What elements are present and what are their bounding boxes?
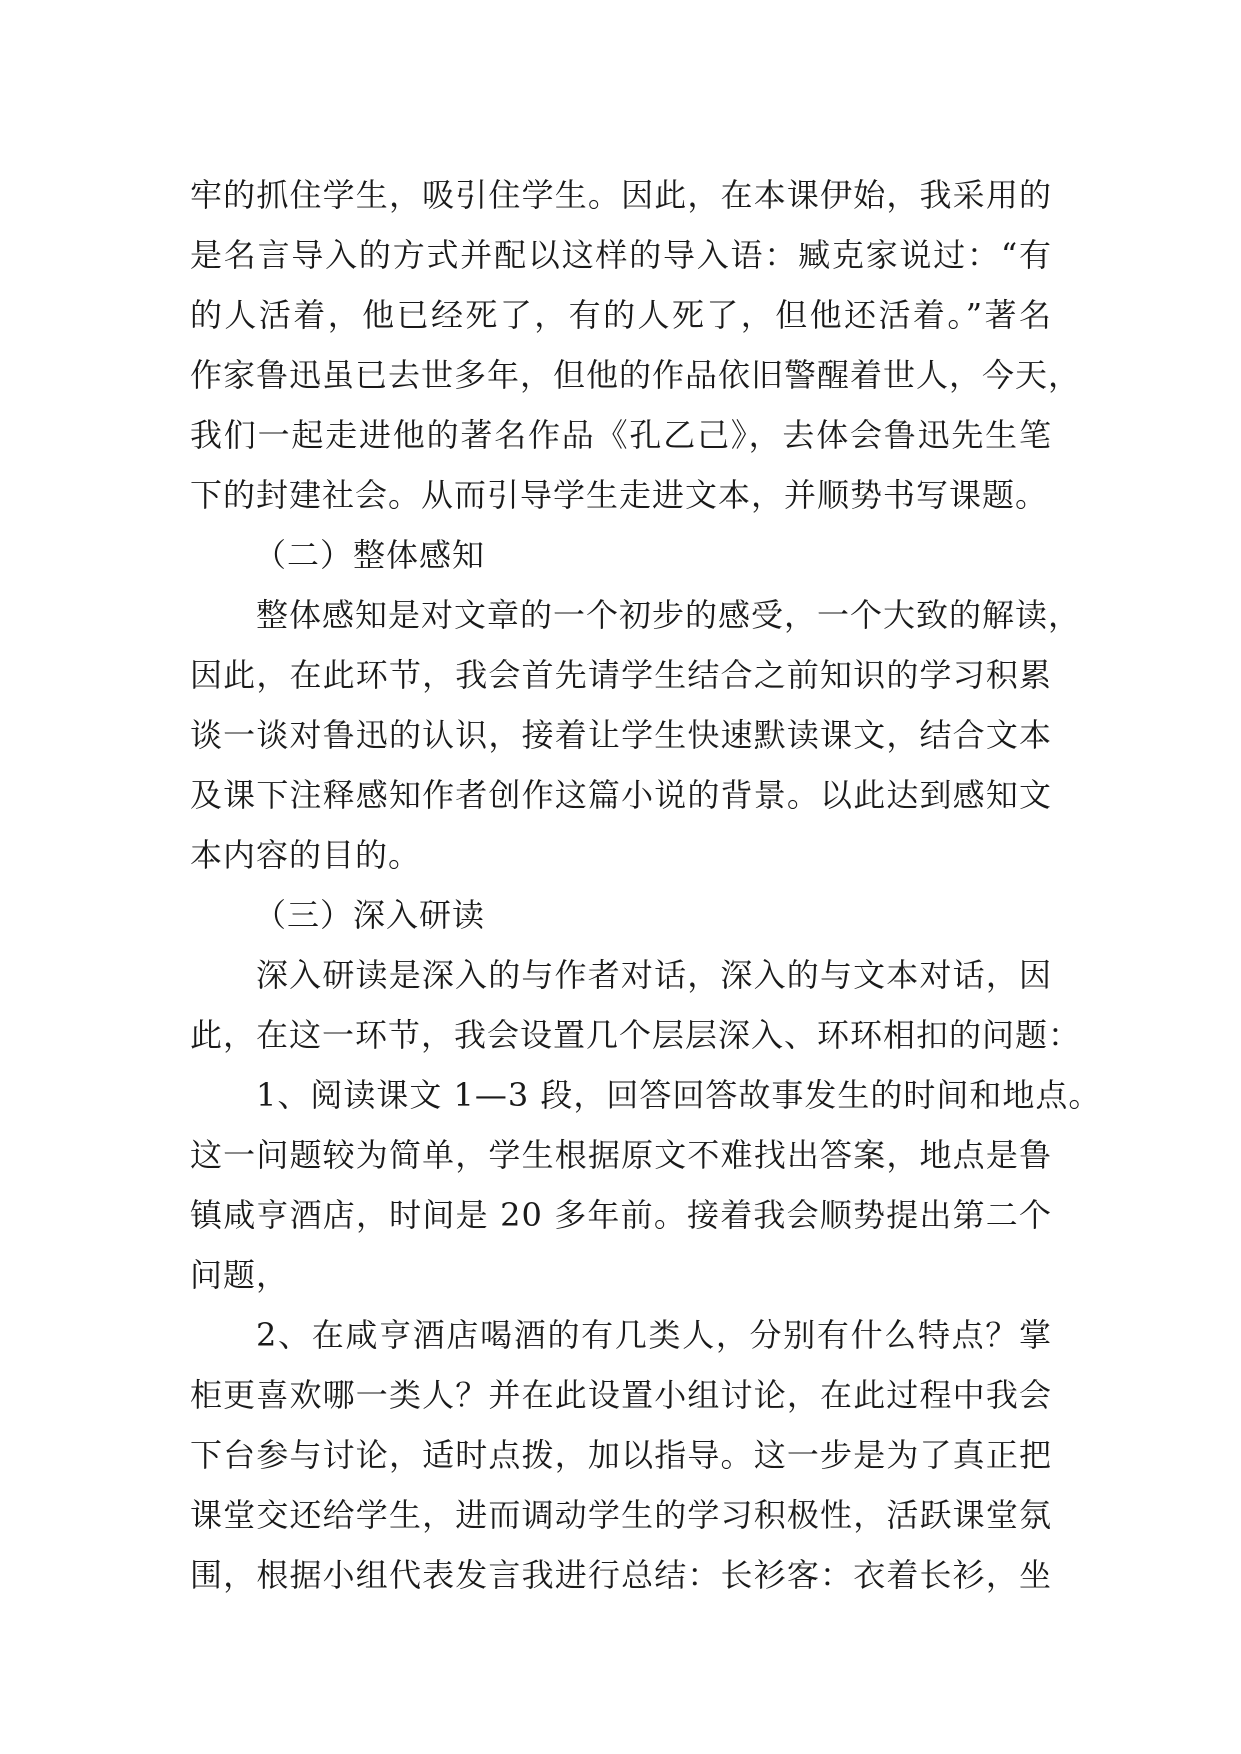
- paragraph-line: 下的封建社会。从而引导学生走进文本，并顺势书写课题。: [190, 476, 1049, 514]
- paragraph-line: 课堂交还给学生，进而调动学生的学习积极性，活跃课堂氛: [190, 1496, 1052, 1534]
- document-page: [190, 165, 1102, 1605]
- paragraph-line: 问题，: [190, 1256, 290, 1294]
- paragraph-line: 我们一起走进他的著名作品《孔乙己》，去体会鲁迅先生笔: [190, 416, 1052, 454]
- paragraph-line: 2、在咸亨酒店喝酒的有几类人，分别有什么特点？掌: [256, 1316, 1052, 1354]
- section-heading: （二）整体感知: [254, 536, 486, 574]
- paragraph-line: 镇咸亨酒店，时间是 20 多年前。接着我会顺势提出第二个: [190, 1196, 1052, 1234]
- paragraph-line: 1、阅读课文 1—3 段，回答回答故事发生的时间和地点。: [256, 1076, 1102, 1114]
- paragraph-line: 整体感知是对文章的一个初步的感受，一个大致的解读，: [256, 596, 1082, 634]
- paragraph-line: 谈一谈对鲁迅的认识，接着让学生快速默读课文，结合文本: [190, 716, 1052, 754]
- paragraph-line: 这一问题较为简单，学生根据原文不难找出答案，地点是鲁: [190, 1136, 1052, 1174]
- paragraph-line: 及课下注释感知作者创作这篇小说的背景。以此达到感知文: [190, 776, 1052, 814]
- paragraph-line: 的人活着，他已经死了，有的人死了，但他还活着。”著名: [190, 296, 1052, 334]
- paragraph-line: 下台参与讨论，适时点拨，加以指导。这一步是为了真正把: [190, 1436, 1052, 1474]
- section-heading: （三）深入研读: [254, 896, 486, 934]
- paragraph-line: 是名言导入的方式并配以这样的导入语：臧克家说过：“有: [190, 236, 1052, 274]
- paragraph-line: 此，在这一环节，我会设置几个层层深入、环环相扣的问题：: [190, 1016, 1082, 1054]
- paragraph-line: 牢的抓住学生，吸引住学生。因此，在本课伊始，我采用的: [190, 176, 1052, 214]
- paragraph-line: 围，根据小组代表发言我进行总结：长衫客：衣着长衫，坐: [190, 1556, 1052, 1594]
- paragraph-line: 深入研读是深入的与作者对话，深入的与文本对话，因: [256, 956, 1052, 994]
- paragraph-line: 本内容的目的。: [190, 836, 422, 874]
- paragraph-line: 作家鲁迅虽已去世多年，但他的作品依旧警醒着世人，今天，: [190, 356, 1082, 394]
- paragraph-line: 因此，在此环节，我会首先请学生结合之前知识的学习积累: [190, 656, 1052, 694]
- paragraph-line: 柜更喜欢哪一类人？并在此设置小组讨论，在此过程中我会: [190, 1376, 1052, 1414]
